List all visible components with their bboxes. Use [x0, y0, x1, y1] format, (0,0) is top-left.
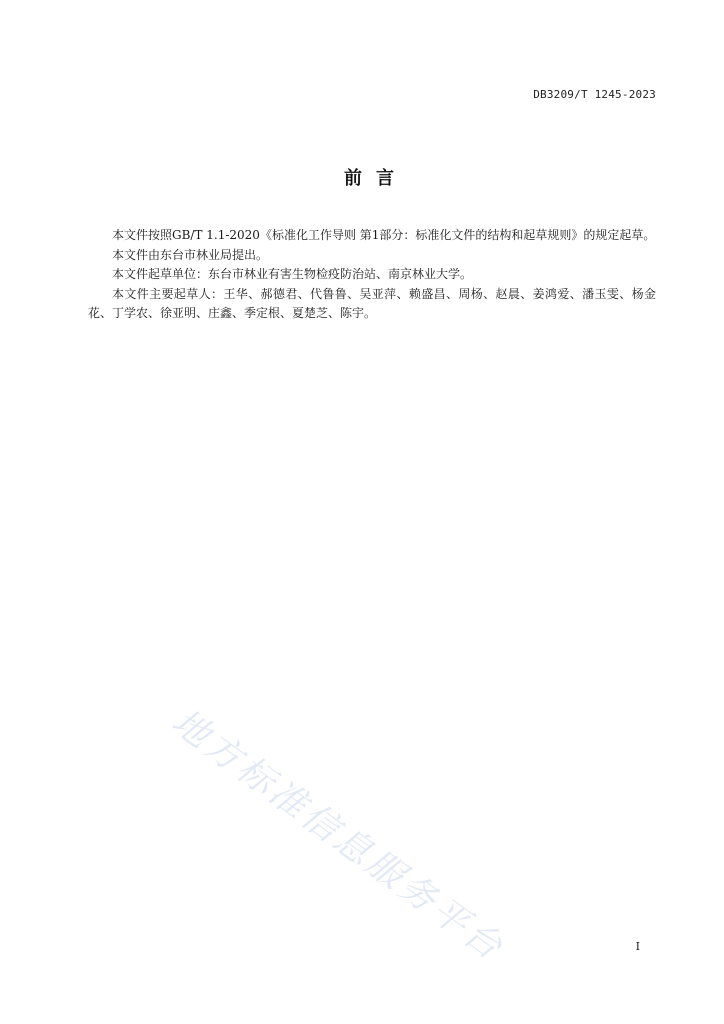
paragraph-proposer: 本文件由东台市林业局提出。 — [112, 247, 269, 262]
paragraph-drafters: 本文件主要起草人：王华、郝德君、代鲁鲁、吴亚萍、赖盛昌、周杨、赵晨、姜鸿爱、潘玉雯、杨金花、丁学农、徐亚明、庄鑫、季定根、夏楚芝、陈宇。 — [88, 286, 656, 321]
watermark: 地方标准信息服务平台 — [164, 701, 512, 970]
paragraph-drafting-units: 本文件起草单位：东台市林业有害生物检疫防治站、南京林业大学。 — [112, 267, 473, 282]
page-title: 前言 — [344, 168, 408, 189]
document-body — [88, 226, 656, 324]
page-number: I — [635, 940, 640, 953]
paragraph-drafting-rules: 本文件按照GB/T 1.1-2020《标准化工作导则 第1部分：标准化文件的结构和起草规则》的规定起草。 — [112, 228, 656, 242]
document-id: DB3209/T 1245-2023 — [533, 88, 656, 101]
